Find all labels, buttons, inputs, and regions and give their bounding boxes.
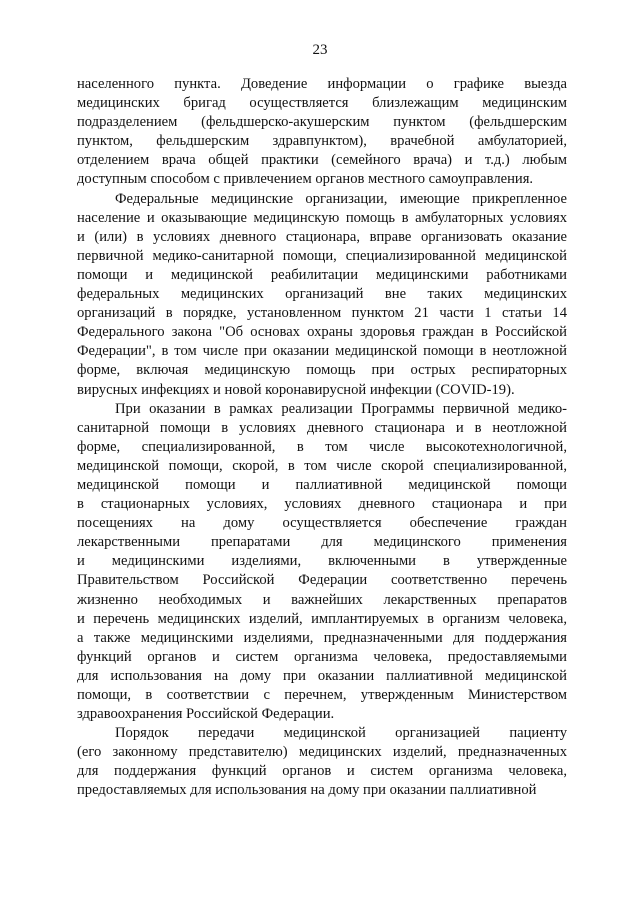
text-line: организаций в порядке, установленном пунктом 21 части 1 статьи 14 bbox=[77, 305, 567, 322]
text-line: медицинской помощи и паллиативной медицинской помощи bbox=[77, 476, 567, 493]
text-line: доступным способом с привлечением органов местного самоуправления. bbox=[77, 171, 534, 188]
text-line: санитарной помощи в условиях дневного стационара и в неотложной bbox=[77, 419, 567, 436]
text-line: вирусных инфекциях и новой коронавирусной инфекции (COVID-19). bbox=[77, 381, 515, 398]
text-line: здравоохранения Российской Федерации. bbox=[77, 706, 335, 723]
text-line: и медицинскими изделиями, включенными в утвержденные bbox=[77, 553, 567, 570]
paragraph bbox=[77, 190, 567, 400]
text-line: для поддержания функций органов и систем организма человека, bbox=[77, 763, 567, 780]
text-line: медицинских бригад осуществляется близлежащим медицинским bbox=[77, 95, 567, 112]
text-line: Правительством Российской Федерации соответственно перечень bbox=[77, 572, 567, 589]
text-line: форме, включая медицинскую помощь при острых респираторных bbox=[77, 362, 567, 379]
text-line: предоставляемых для использования на дому при оказании паллиативной bbox=[77, 782, 537, 799]
text-line: форме, специализированной, в том числе высокотехнологичной, bbox=[77, 438, 567, 455]
text-line: население и оказывающие медицинскую помощь в амбулаторных условиях bbox=[77, 209, 567, 226]
text-line: функций органов и систем организма человека, предоставляемыми bbox=[77, 648, 567, 665]
text-line: Порядок передачи медицинской организацией пациенту bbox=[115, 725, 567, 742]
text-line: первичной медико-санитарной помощи, специализированной медицинской bbox=[77, 247, 567, 264]
text-line: помощи и медицинской реабилитации медицинскими работниками bbox=[77, 266, 567, 283]
text-line: населенного пункта. Доведение информации о графике выезда bbox=[77, 76, 567, 92]
text-line: а также медицинскими изделиями, предназначенными для поддержания bbox=[77, 629, 567, 646]
text-line: подразделением (фельдшерско-акушерским пунктом (фельдшерским bbox=[77, 114, 567, 131]
text-line: федеральных медицинских организаций вне таких медицинских bbox=[77, 286, 567, 303]
text-line: Федерального закона "Об основах охраны здоровья граждан в Российской bbox=[77, 324, 567, 341]
text-line: При оказании в рамках реализации Программы первичной медико- bbox=[115, 400, 567, 417]
paragraph bbox=[77, 75, 567, 190]
text-line: Федерации", в том числе при оказании медицинской помощи в неотложной bbox=[77, 343, 567, 360]
text-line: пунктом, фельдшерским здравпунктом), врачебной амбулаторией, bbox=[77, 133, 567, 150]
page-number: 23 bbox=[312, 42, 328, 58]
text-line: в стационарных условиях, условиях дневного стационара и при bbox=[77, 496, 567, 513]
text-line: помощи, в соответствии с перечнем, утвержденным Министерством bbox=[77, 687, 567, 703]
paragraph bbox=[77, 400, 567, 725]
text-line: (его законному представителю) медицинских изделий, предназначенных bbox=[77, 744, 567, 761]
text-line: посещениях на дому осуществляется обеспечение граждан bbox=[77, 515, 567, 532]
text-line: отделением врача общей практики (семейного врача) и т.д.) любым bbox=[77, 152, 567, 169]
text-line: жизненно необходимых и важнейших лекарственных препаратов bbox=[77, 591, 567, 608]
text-line: медицинской помощи, скорой, в том числе скорой специализированной, bbox=[77, 457, 567, 474]
text-line: и перечень медицинских изделий, имплантируемых в организм человека, bbox=[77, 610, 567, 627]
paragraph bbox=[77, 724, 567, 800]
text-line: для использования на дому при оказании паллиативной медицинской bbox=[77, 667, 567, 684]
document-body bbox=[77, 75, 567, 801]
text-line: и (или) в условиях дневного стационара, вправе организовать оказание bbox=[77, 228, 567, 245]
text-line: Федеральные медицинские организации, имеющие прикрепленное bbox=[115, 190, 567, 207]
text-line: лекарственными препаратами для медицинского применения bbox=[77, 534, 567, 551]
